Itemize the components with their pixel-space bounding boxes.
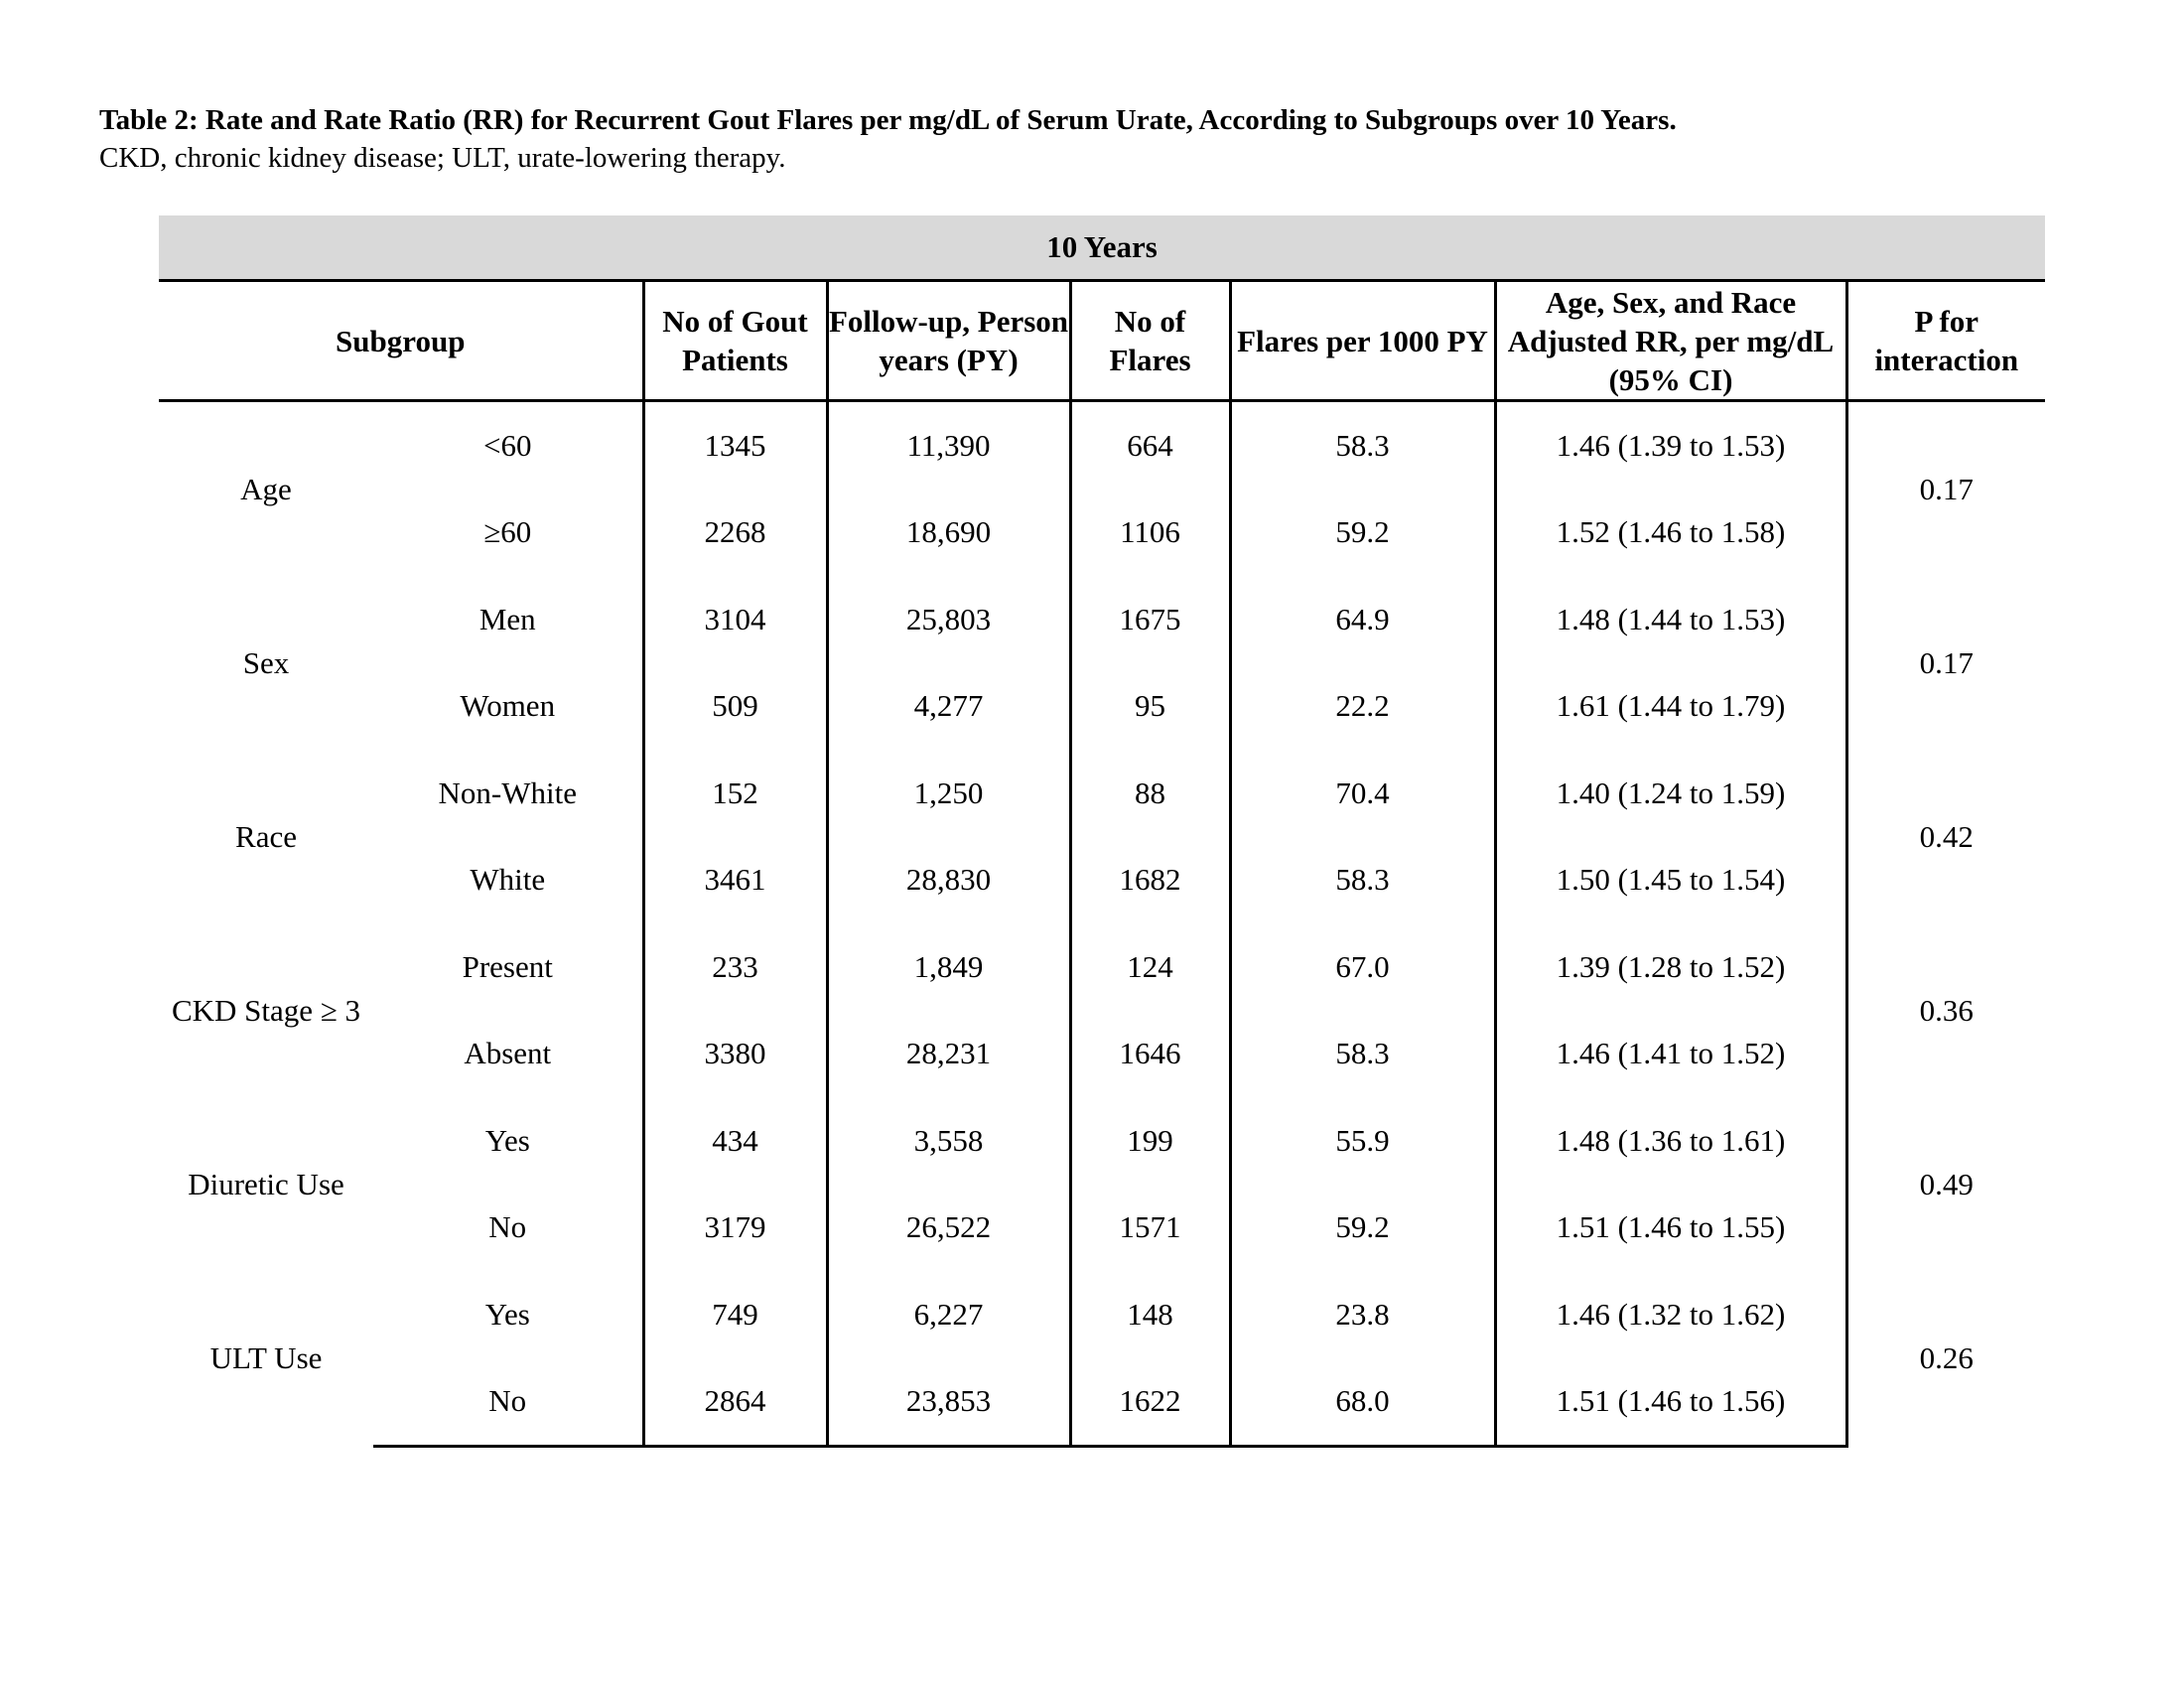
cell-flares: 88 <box>1070 750 1230 837</box>
subgroup-name: Race <box>235 818 297 854</box>
header-flares: No of Flares <box>1070 281 1230 401</box>
cell-p-interaction: 0.42 <box>1846 750 2045 923</box>
cell-adjusted-rr: 1.48 (1.44 to 1.53) <box>1495 576 1846 663</box>
cell-gout-patients: 3461 <box>643 837 827 924</box>
cell-flares: 1646 <box>1070 1011 1230 1098</box>
cell-gout-patients: 3380 <box>643 1011 827 1098</box>
cell-adjusted-rr: 1.46 (1.41 to 1.52) <box>1495 1011 1846 1098</box>
cell-flare-rate: 58.3 <box>1230 837 1495 924</box>
cell-p-interaction: 0.17 <box>1846 401 2045 577</box>
subgroup-level: Non-White <box>438 774 577 810</box>
table-row <box>159 837 2045 924</box>
subgroup-level: Present <box>462 948 553 984</box>
table-row <box>159 663 2045 751</box>
table-container <box>159 215 2045 1448</box>
cell-person-years: 28,231 <box>827 1011 1070 1098</box>
table-title: Table 2: Rate and Rate Ratio (RR) for Recurrent Gout Flares per mg/dL of Serum Urate, According to Subgroups over 10 Years. <box>99 104 1677 136</box>
cell-flare-rate: 64.9 <box>1230 576 1495 663</box>
subgroup-level: Absent <box>464 1036 552 1071</box>
cell-flare-rate: 59.2 <box>1230 490 1495 577</box>
cell-adjusted-rr: 1.51 (1.46 to 1.56) <box>1495 1358 1846 1447</box>
subgroup-level: Men <box>478 601 536 636</box>
cell-adjusted-rr: 1.46 (1.32 to 1.62) <box>1495 1271 1846 1358</box>
subgroup-level: <60 <box>483 427 532 463</box>
cell-person-years: 3,558 <box>827 1097 1070 1185</box>
subgroup-name: CKD Stage ≥ 3 <box>171 992 361 1028</box>
cell-person-years: 25,803 <box>827 576 1070 663</box>
header-subgroup: Subgroup <box>159 281 643 401</box>
cell-flare-rate: 55.9 <box>1230 1097 1495 1185</box>
cell-flares: 95 <box>1070 663 1230 751</box>
cell-adjusted-rr: 1.39 (1.28 to 1.52) <box>1495 923 1846 1011</box>
cell-adjusted-rr: 1.61 (1.44 to 1.79) <box>1495 663 1846 751</box>
table-abbreviations: CKD, chronic kidney disease; ULT, urate-lowering therapy. <box>99 142 786 174</box>
cell-flares: 199 <box>1070 1097 1230 1185</box>
cell-adjusted-rr: 1.52 (1.46 to 1.58) <box>1495 490 1846 577</box>
cell-p-interaction: 0.49 <box>1846 1097 2045 1271</box>
cell-person-years: 1,849 <box>827 923 1070 1011</box>
cell-flare-rate: 22.2 <box>1230 663 1495 751</box>
table-row <box>159 1185 2045 1272</box>
cell-adjusted-rr: 1.40 (1.24 to 1.59) <box>1495 750 1846 837</box>
cell-adjusted-rr: 1.48 (1.36 to 1.61) <box>1495 1097 1846 1185</box>
cell-person-years: 4,277 <box>827 663 1070 751</box>
cell-gout-patients: 3179 <box>643 1185 827 1272</box>
cell-gout-patients: 509 <box>643 663 827 751</box>
cell-gout-patients: 233 <box>643 923 827 1011</box>
subgroup-level: White <box>470 862 546 898</box>
header-flare-rate: Flares per 1000 PY <box>1230 281 1495 401</box>
cell-flare-rate: 59.2 <box>1230 1185 1495 1272</box>
cell-gout-patients: 2268 <box>643 490 827 577</box>
cell-flares: 1106 <box>1070 490 1230 577</box>
table-row <box>159 1271 2045 1358</box>
cell-p-interaction: 0.36 <box>1846 923 2045 1097</box>
subgroup-level: No <box>373 1358 643 1447</box>
cell-flare-rate: 58.3 <box>1230 1011 1495 1098</box>
results-table <box>159 215 2045 1448</box>
subgroup-level: Yes <box>484 1296 530 1332</box>
cell-gout-patients: 3104 <box>643 576 827 663</box>
cell-person-years: 18,690 <box>827 490 1070 577</box>
table-row <box>159 576 2045 663</box>
cell-person-years: 11,390 <box>827 401 1070 490</box>
cell-flare-rate: 68.0 <box>1230 1358 1495 1447</box>
cell-flare-rate: 23.8 <box>1230 1271 1495 1358</box>
table-row <box>159 1358 2045 1447</box>
table-row <box>159 923 2045 1011</box>
cell-gout-patients: 749 <box>643 1271 827 1358</box>
header-p-interaction: P for interaction <box>1846 281 2045 401</box>
cell-flares: 1622 <box>1070 1358 1230 1447</box>
table-row <box>159 1097 2045 1185</box>
cell-flares: 1675 <box>1070 576 1230 663</box>
table-body <box>159 401 2045 1447</box>
cell-person-years: 28,830 <box>827 837 1070 924</box>
table-row <box>159 1011 2045 1098</box>
cell-flares: 1682 <box>1070 837 1230 924</box>
cell-p-interaction: 0.26 <box>1846 1271 2045 1447</box>
cell-gout-patients: 434 <box>643 1097 827 1185</box>
period-band-header: 10 Years <box>159 215 2045 281</box>
subgroup-name: Diuretic Use <box>188 1166 344 1201</box>
cell-gout-patients: 2864 <box>643 1358 827 1447</box>
table-row <box>159 490 2045 577</box>
subgroup-name: Age <box>240 471 292 506</box>
cell-person-years: 23,853 <box>827 1358 1070 1447</box>
cell-flares: 148 <box>1070 1271 1230 1358</box>
cell-adjusted-rr: 1.51 (1.46 to 1.55) <box>1495 1185 1846 1272</box>
cell-gout-patients: 1345 <box>643 401 827 490</box>
cell-adjusted-rr: 1.46 (1.39 to 1.53) <box>1495 401 1846 490</box>
subgroup-level: Women <box>460 688 556 724</box>
cell-gout-patients: 152 <box>643 750 827 837</box>
cell-person-years: 1,250 <box>827 750 1070 837</box>
header-follow-up: Follow-up, Person years (PY) <box>827 281 1070 401</box>
cell-flares: 1571 <box>1070 1185 1230 1272</box>
cell-p-interaction: 0.17 <box>1846 576 2045 750</box>
header-adjusted-rr: Age, Sex, and Race Adjusted RR, per mg/dL (95% CI) <box>1495 281 1846 401</box>
subgroup-level: ≥60 <box>483 514 532 550</box>
cell-adjusted-rr: 1.50 (1.45 to 1.54) <box>1495 837 1846 924</box>
subgroup-level: No <box>488 1209 527 1245</box>
header-gout-patients: No of Gout Patients <box>643 281 827 401</box>
cell-flare-rate: 67.0 <box>1230 923 1495 1011</box>
subgroup-name: Sex <box>242 644 290 680</box>
cell-flares: 124 <box>1070 923 1230 1011</box>
cell-flares: 664 <box>1070 401 1230 490</box>
cell-person-years: 6,227 <box>827 1271 1070 1358</box>
table-row <box>159 750 2045 837</box>
table-row <box>159 401 2045 490</box>
subgroup-name: ULT Use <box>209 1340 323 1376</box>
table-caption <box>99 101 2134 177</box>
subgroup-level: Yes <box>484 1122 530 1158</box>
cell-flare-rate: 70.4 <box>1230 750 1495 837</box>
cell-person-years: 26,522 <box>827 1185 1070 1272</box>
cell-flare-rate: 58.3 <box>1230 401 1495 490</box>
